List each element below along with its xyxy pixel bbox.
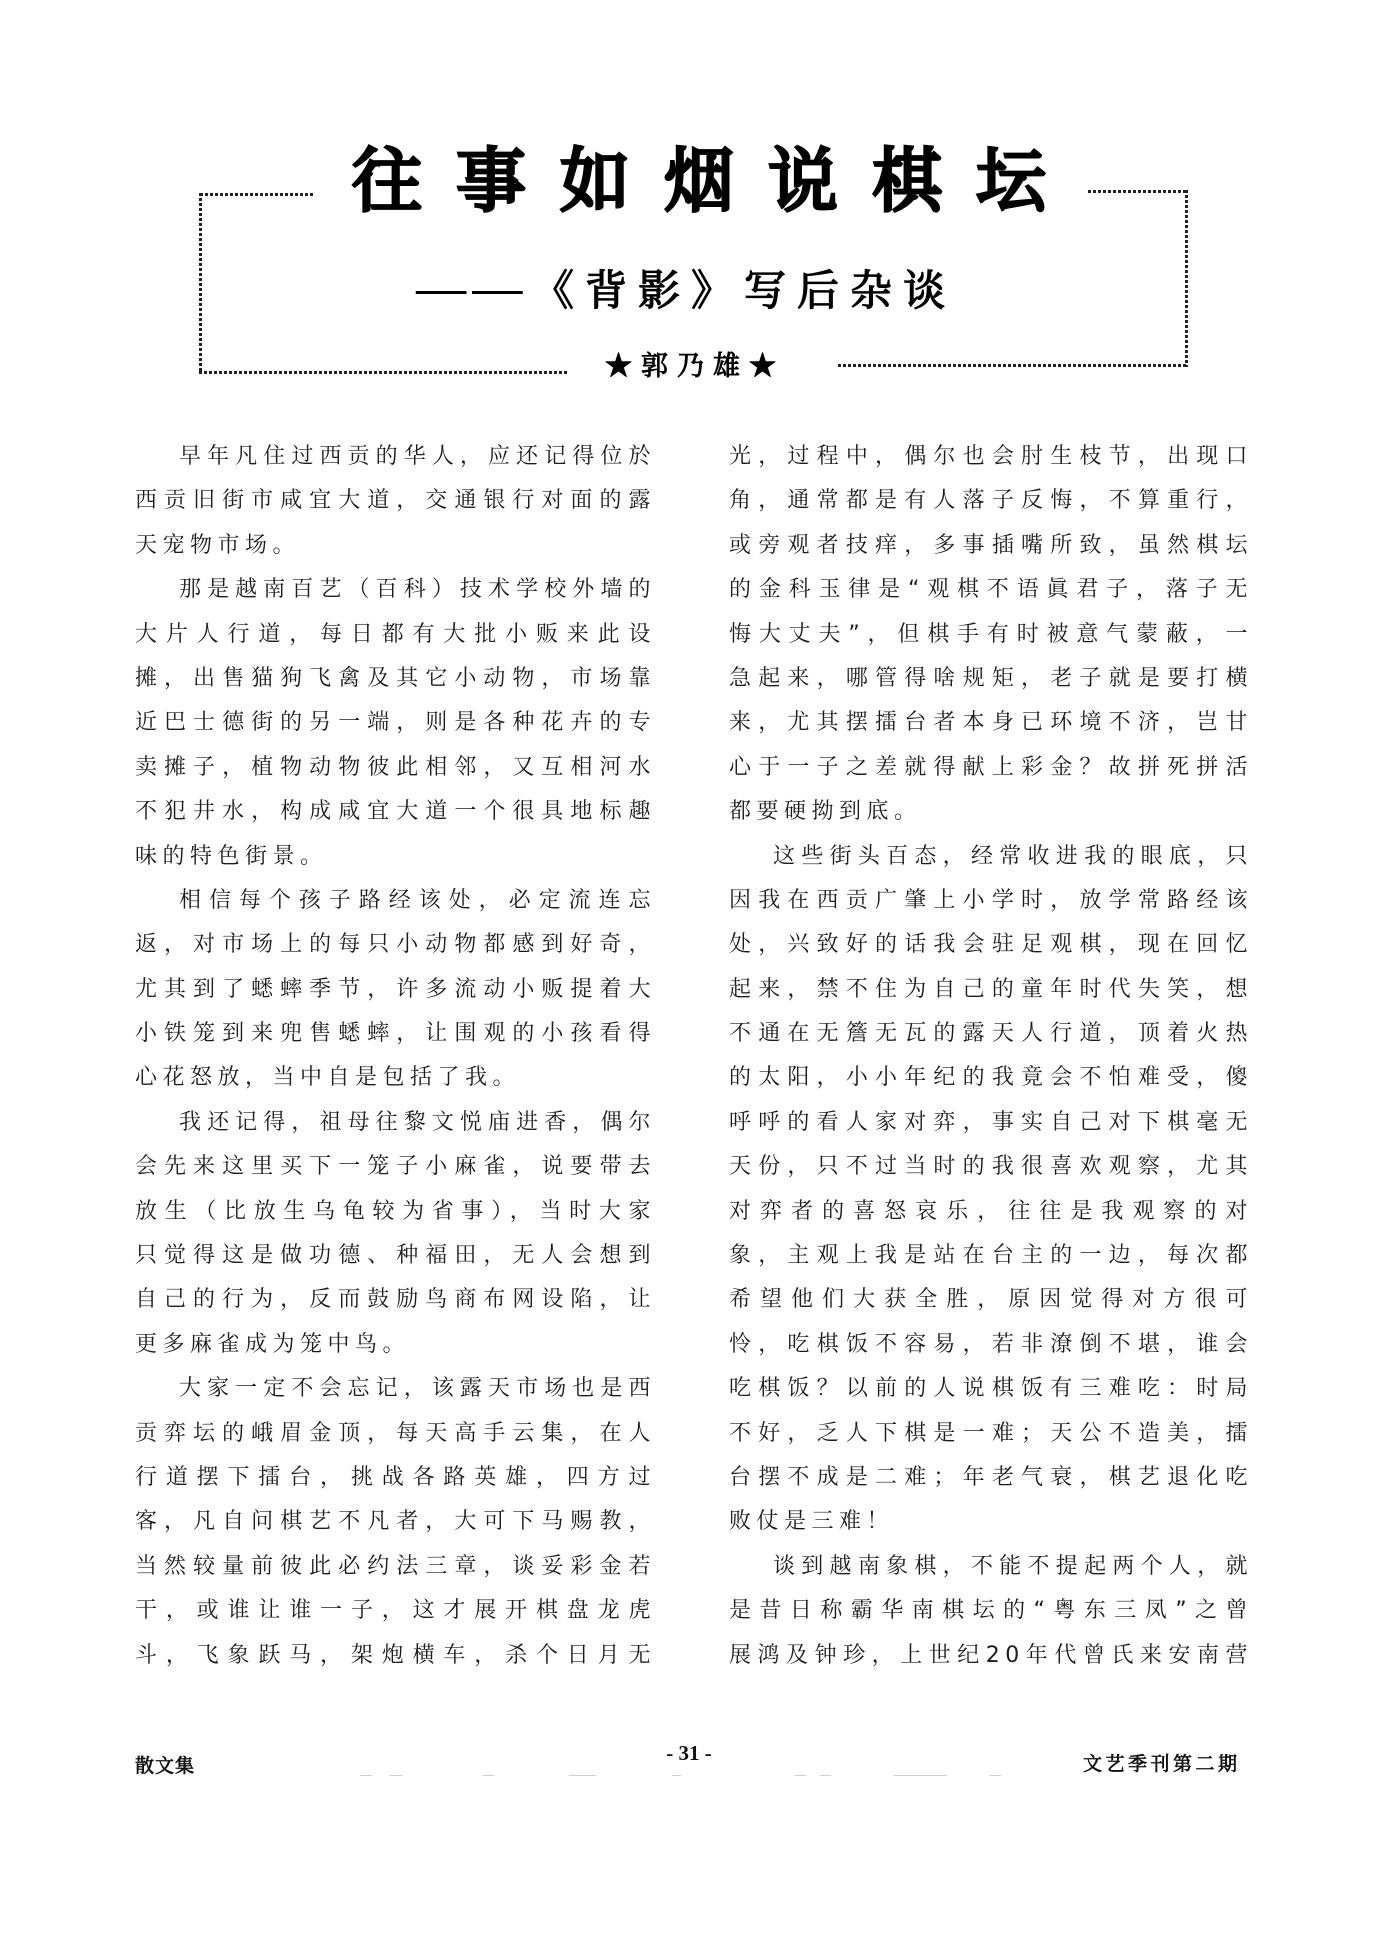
footer-rule-fragment <box>360 1775 372 1776</box>
text-line: 这些街头百态，经常收进我的眼底，只 <box>773 843 1253 869</box>
footer-rule-fragment <box>672 1775 681 1776</box>
left-column <box>135 435 656 1678</box>
footer-section-label: 散文集 <box>135 1755 196 1777</box>
text-line: 或旁观者技痒，多事插嘴所致，虽然棋坛 <box>729 532 1253 558</box>
frame-right-line <box>1185 190 1188 367</box>
text-line: 处，兴致好的话我会驻足观棋，现在回忆 <box>729 932 1253 958</box>
paragraph <box>729 835 1253 1545</box>
paragraph-continued <box>729 435 1253 835</box>
text-line: 心花怒放，当中自是包括了我。 <box>135 1065 521 1091</box>
text-line: 摊，出售猫狗飞禽及其它小动物，市场靠 <box>135 665 656 691</box>
text-line: 急起来，哪管得啥规矩，老子就是要打横 <box>729 665 1253 691</box>
text-line: 那是越南百艺（百科）技术学校外墙的 <box>179 577 656 603</box>
paragraph <box>135 1101 656 1367</box>
text-line: 返，对市场上的每只小动物都感到好奇， <box>135 932 656 958</box>
text-line: 干，或谁让谁一子，这才展开棋盘龙虎 <box>135 1598 656 1624</box>
text-line: 只觉得这是做功德、种福田，无人会想到 <box>135 1243 656 1269</box>
text-line: 是昔日称霸华南棋坛的“粤东三凤”之曾 <box>729 1598 1253 1624</box>
text-line: 希望他们大获全胜，原因觉得对方很可 <box>729 1287 1253 1313</box>
text-line: 贡弈坛的峨眉金顶，每天高手云集，在人 <box>135 1420 656 1446</box>
frame-top-right-line <box>1088 190 1188 193</box>
text-line: 更多麻雀成为笼中鸟。 <box>135 1331 411 1357</box>
text-line: 的金科玉律是“观棋不语眞君子，落子无 <box>729 577 1253 603</box>
text-line: 怜，吃棋饭不容易，若非潦倒不堪，谁会 <box>729 1331 1253 1357</box>
paragraph <box>135 568 656 879</box>
text-line: 对弈者的喜怒哀乐，往往是我观察的对 <box>729 1198 1253 1224</box>
text-line: 天份，只不过当时的我很喜欢观察，尤其 <box>729 1154 1253 1180</box>
author-byline: ★郭乃雄★ <box>605 351 785 382</box>
text-line: 客，凡自问棋艺不凡者，大可下马赐教， <box>135 1509 656 1535</box>
footer-rule-fragment <box>483 1775 494 1776</box>
paragraph <box>135 1367 656 1678</box>
text-line: 展鸿及钟珍，上世纪20年代曾氏来安南营 <box>729 1642 1253 1668</box>
footer-rule-fragment <box>795 1775 806 1776</box>
paragraph <box>729 1545 1253 1678</box>
footer-rule-fragment <box>894 1775 947 1776</box>
text-line: 小铁笼到来兜售蟋蟀，让围观的小孩看得 <box>135 1021 656 1047</box>
text-line: 呼呼的看人家对弈，事实自己对下棋毫无 <box>729 1109 1253 1135</box>
text-line: 不通在无簷无瓦的露天人行道，顶着火热 <box>729 1021 1253 1047</box>
text-line: 行道摆下擂台，挑战各路英雄，四方过 <box>135 1464 656 1490</box>
text-line: 大家一定不会忘记，该露天市场也是西 <box>179 1376 656 1402</box>
text-line: 悔大丈夫”，但棋手有时被意气蒙蔽，一 <box>729 621 1253 647</box>
text-line: 味的特色街景。 <box>135 843 328 869</box>
frame-bottom-right-line <box>838 364 1188 367</box>
frame-bottom-left-line <box>199 371 569 374</box>
text-line: 谈到越南象棋，不能不提起两个人，就 <box>773 1553 1253 1579</box>
text-line: 西贡旧街市咸宜大道，交通银行对面的露 <box>135 488 656 514</box>
publication-name: 文艺季刊第二期 <box>1083 1753 1241 1775</box>
text-line: 会先来这里买下一笼子小麻雀，说要带去 <box>135 1154 656 1180</box>
page-number: - 31 - <box>666 1741 712 1765</box>
subtitle-dash: —— <box>413 265 526 314</box>
paragraph <box>135 879 656 1101</box>
text-line: 早年凡住过西贡的华人，应还记得位於 <box>179 444 656 469</box>
text-line: 败仗是三难！ <box>729 1509 895 1535</box>
frame-top-left-line <box>200 193 314 196</box>
text-line: 相信每个孩子路经该处，必定流连忘 <box>179 887 656 913</box>
text-line: 台摆不成是二难；年老气衰，棋艺退化吃 <box>729 1464 1253 1490</box>
article-title: 往事如烟说棋坛 <box>352 140 1080 222</box>
text-line: 吃棋饭？以前的人说棋饭有三难吃：时局 <box>729 1376 1253 1402</box>
text-line: 心于一子之差就得献上彩金？故拼死拼活 <box>729 754 1253 780</box>
frame-left-line <box>199 193 202 374</box>
text-line: 卖摊子，植物动物彼此相邻，又互相河水 <box>135 754 656 780</box>
article-subtitle: 《背影》写后杂谈 <box>532 266 957 315</box>
text-line: 不好，乏人下棋是一难；天公不造美，擂 <box>729 1420 1253 1446</box>
footer-rule-fragment <box>569 1775 596 1776</box>
text-line: 来，尤其摆擂台者本身已环境不济，岂甘 <box>729 710 1253 736</box>
text-line: 斗，飞象跃马，架炮横车，杀个日月无 <box>135 1642 656 1668</box>
text-line: 近巴士德街的另一端，则是各种花卉的专 <box>135 710 656 736</box>
text-line: 天宠物市场。 <box>135 532 301 558</box>
footer-rule-fragment <box>990 1775 1001 1776</box>
text-line: 当然较量前彼此必约法三章，谈妥彩金若 <box>135 1553 656 1579</box>
text-line: 因我在西贡广肇上小学时，放学常路经该 <box>729 887 1253 913</box>
paragraph <box>135 435 656 568</box>
text-line: 象，主观上我是站在台主的一边，每次都 <box>729 1243 1253 1269</box>
text-line: 我还记得，祖母往黎文悦庙进香，偶尔 <box>179 1109 656 1135</box>
text-line: 自己的行为，反而鼓励鸟商布网设陷，让 <box>135 1287 656 1313</box>
footer-rule-fragment <box>390 1775 402 1776</box>
text-line: 都要硬拗到底。 <box>729 799 922 825</box>
text-line: 大片人行道，每日都有大批小贩来此设 <box>135 621 656 647</box>
text-line: 的太阳，小小年纪的我竟会不怕难受，傻 <box>729 1065 1253 1091</box>
text-line: 角，通常都是有人落子反悔，不算重行， <box>729 488 1253 514</box>
right-column <box>729 435 1253 1678</box>
text-line: 不犯井水，构成咸宜大道一个很具地标趣 <box>135 799 656 825</box>
text-line: 放生（比放生乌龟较为省事），当时大家 <box>135 1198 656 1224</box>
text-line: 尤其到了蟋蟀季节，许多流动小贩提着大 <box>135 976 656 1002</box>
footer-rule-fragment <box>820 1775 831 1776</box>
text-line: 起来，禁不住为自己的童年时代失笑，想 <box>729 976 1253 1002</box>
text-line: 光，过程中，偶尔也会肘生枝节，出现口 <box>729 444 1253 469</box>
